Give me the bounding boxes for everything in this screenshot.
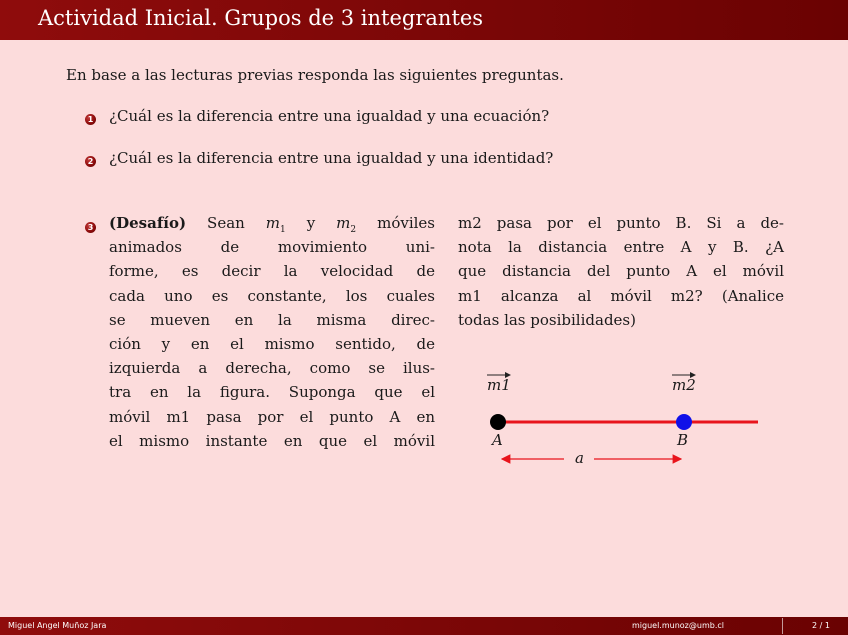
item-number-1: 1 xyxy=(85,114,96,125)
question-2: ¿Cuál es la diferencia entre una igualdad y una identidad? xyxy=(109,149,554,167)
footer-author: Miguel Angel Muñoz Jara xyxy=(8,621,107,630)
challenge-line: todas las posibilidades) xyxy=(458,310,636,329)
challenge-left-column xyxy=(109,211,435,453)
footer-email: miguel.munoz@umb.cl xyxy=(632,621,724,630)
challenge-label: (Desafío) xyxy=(109,214,187,232)
question-1: ¿Cuál es la diferencia entre una igualdad y una ecuación? xyxy=(109,107,550,125)
slide-title: Actividad Inicial. Grupos de 3 integrantes xyxy=(38,6,484,30)
item-number-3: 3 xyxy=(85,222,96,233)
vector-label-m1 xyxy=(487,375,511,394)
challenge-line: animados de movimiento uni- xyxy=(109,238,435,257)
point-a-label: A xyxy=(492,431,503,449)
motion-figure xyxy=(470,365,770,470)
challenge-line: se mueven en la misma direc- xyxy=(109,310,435,329)
vector-label-m2 xyxy=(672,375,696,394)
challenge-line: cada uno es constante, los cuales xyxy=(109,286,435,305)
challenge-right-column xyxy=(458,211,784,332)
mobile-2-point xyxy=(676,414,692,430)
intro-text: En base a las lecturas previas responda las siguientes preguntas. xyxy=(66,66,564,84)
item-number-2: 2 xyxy=(85,156,96,167)
mobile-1-point xyxy=(490,414,506,430)
challenge-line: el mismo instante en que el móvil xyxy=(109,431,435,450)
vector-m2-text: m2 xyxy=(672,376,696,394)
challenge-line: nota la distancia entre A y B. ¿A xyxy=(458,238,784,257)
title-bar xyxy=(0,0,848,40)
point-b-label: B xyxy=(677,431,689,449)
vector-m1-text: m1 xyxy=(487,376,511,394)
distance-label: a xyxy=(575,449,584,467)
challenge-line: que distancia del punto A el móvil xyxy=(458,262,784,281)
challenge-line: ción y en el mismo sentido, de xyxy=(109,334,435,353)
challenge-line: izquierda a derecha, como se ilus- xyxy=(109,359,435,378)
footer-bar xyxy=(0,617,848,635)
challenge-line: forme, es decir la velocidad de xyxy=(109,262,435,281)
footer-page-number: 2 / 1 xyxy=(812,621,830,630)
footer-divider xyxy=(782,618,783,634)
challenge-line: (Desafío) Sean $m_1$ y $m_2$ móviles xyxy=(109,214,436,235)
challenge-line: m1 alcanza al móvil m2? (Analice xyxy=(458,286,784,305)
challenge-line: m2 pasa por el punto B. Si a de- xyxy=(458,214,784,232)
challenge-line: móvil m1 pasa por el punto A en xyxy=(109,407,435,426)
challenge-line: tra en la figura. Suponga que el xyxy=(109,383,435,402)
